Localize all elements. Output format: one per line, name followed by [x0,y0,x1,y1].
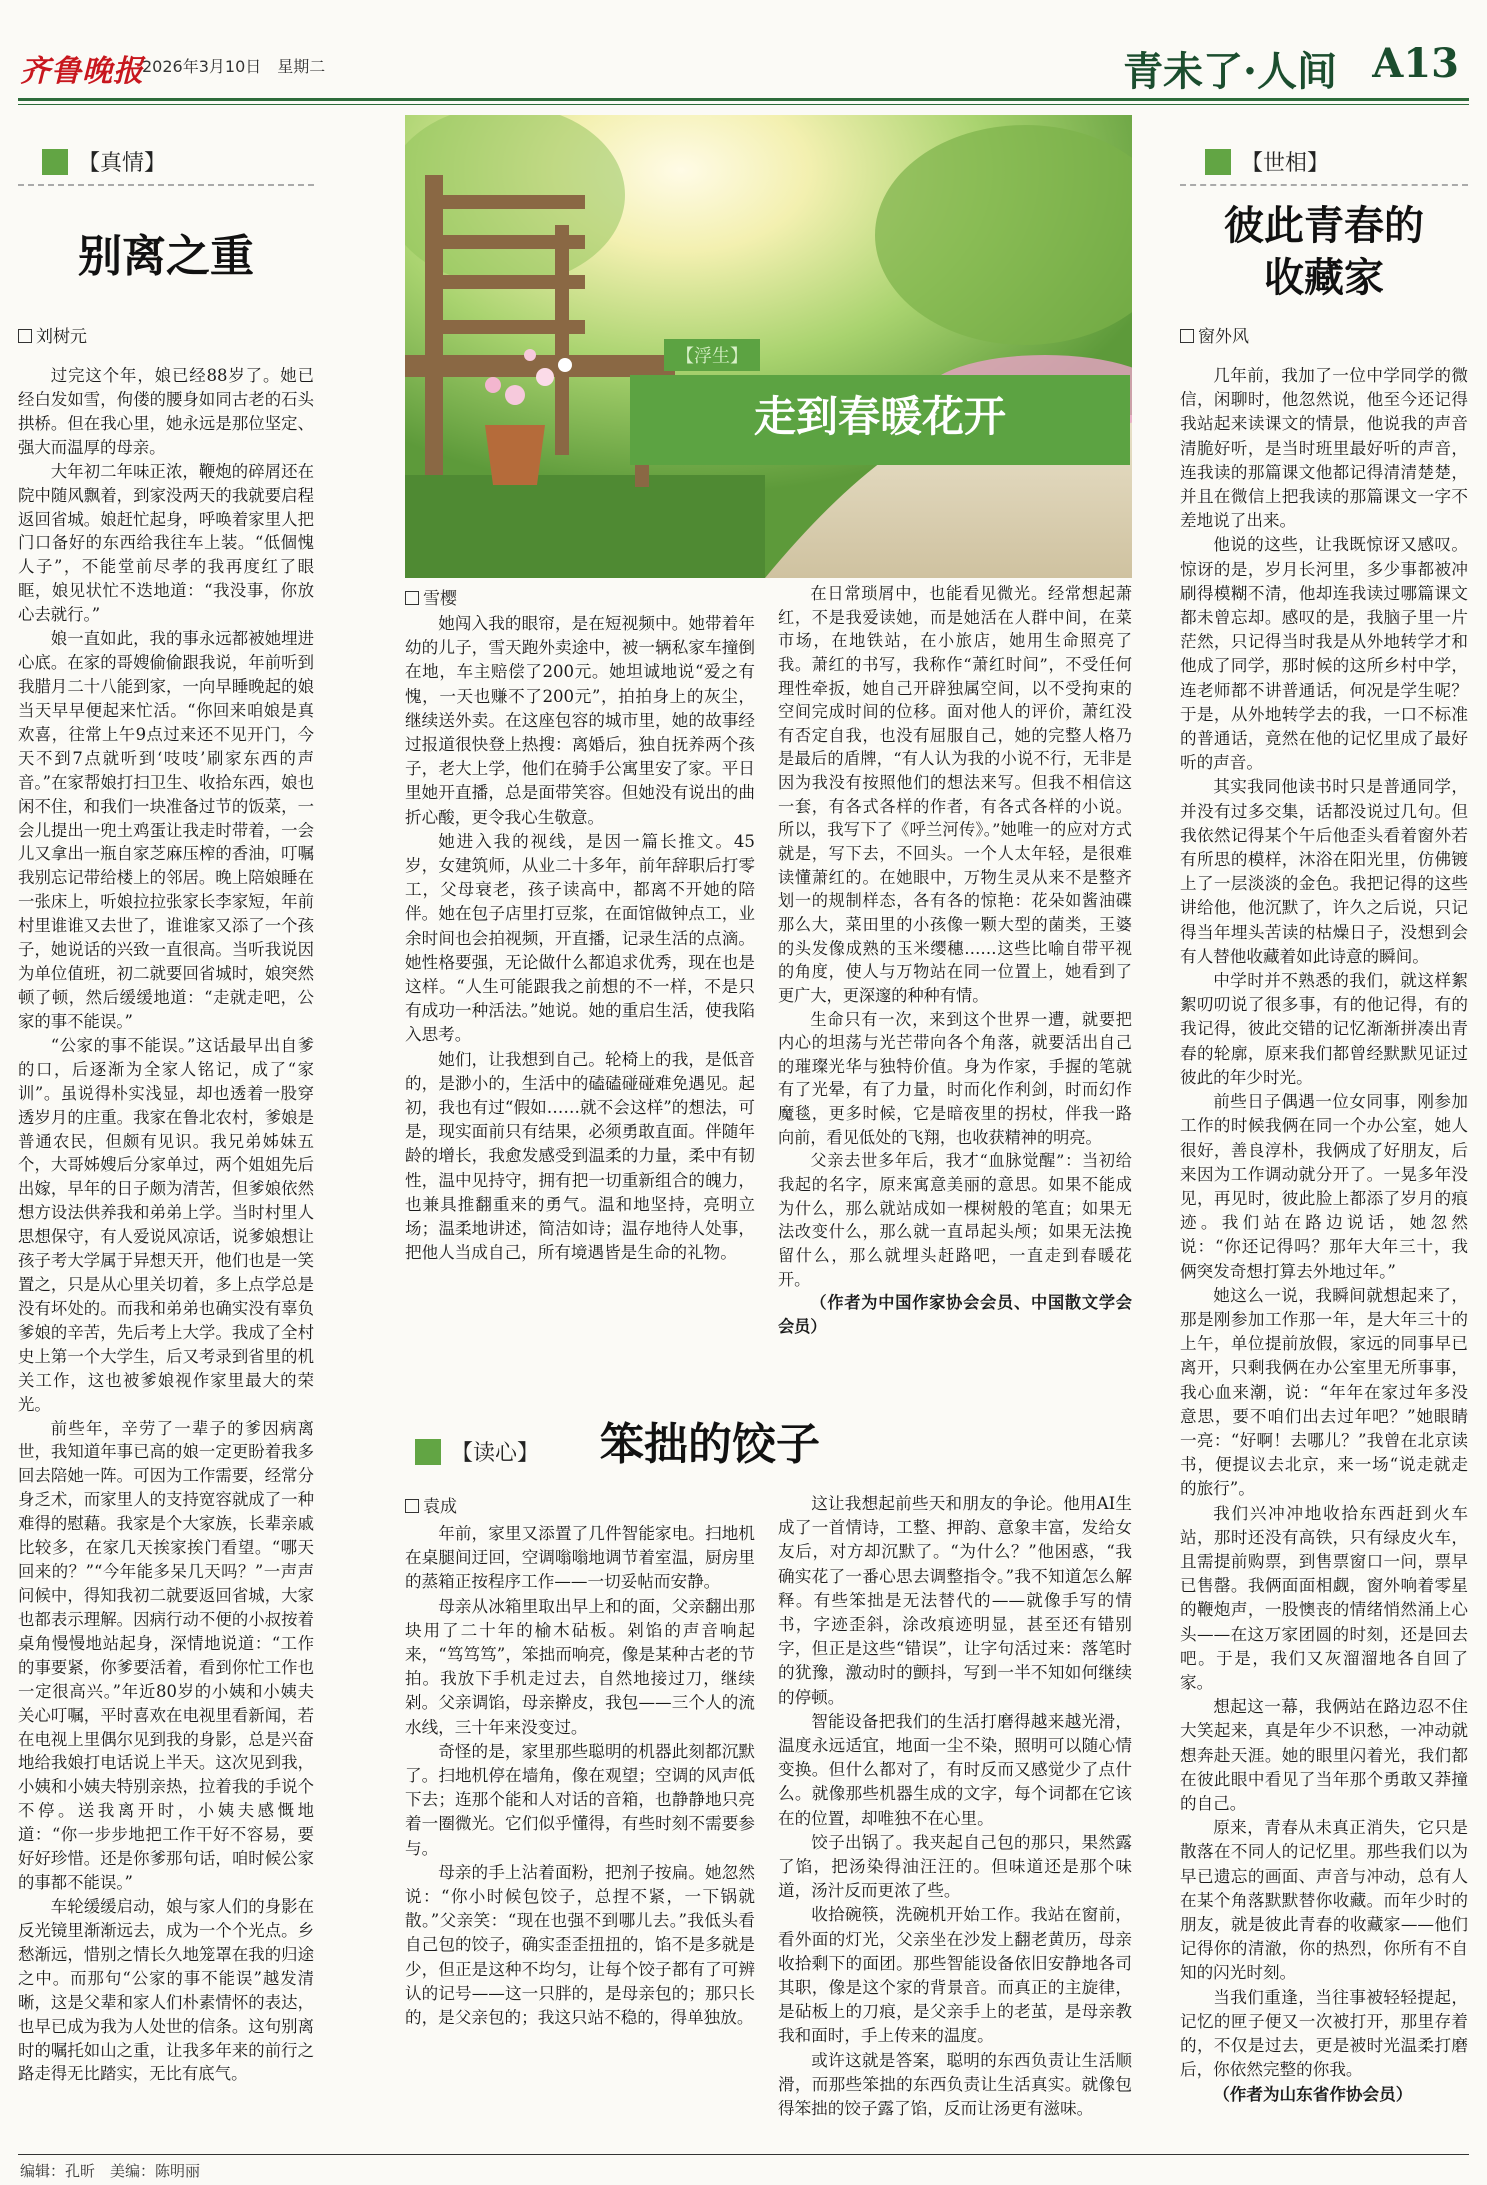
article-title-bottom: 笨拙的饺子 [600,1419,820,1470]
article-title-right [1180,200,1468,304]
article-body [18,364,314,2144]
paragraph: 或许这就是答案，聪明的东西负责让生活顺滑，而那些笨拙的东西负责让生活真实。就像包得笨拙的饺子露了馅，反而让汤更有滋味。 [778,2050,1132,2119]
author-name: 雪樱 [423,589,457,609]
paragraph: 他说的这些，让我既惊讶又感叹。惊讶的是，岁月长河里，多少事都被冲刷得模糊不清，他却连我读过哪篇课文都未曾忘却。感叹的是，我脑子里一片茫然，只记得当时我是从外地转学才和他成了同学，那时候的这所乡村中学，连老师都不讲普通话，何况是学生呢？于是，从外地转学去的我，一口不标准的普通话，竟然在他的记忆里成了最好听的声音。 [1180,535,1468,773]
paragraph: 她闯入我的眼帘，是在短视频中。她带着年幼的儿子，雪天跑外卖途中，被一辆私家车撞倒在地，车主赔偿了200元。她坦诚地说“爱之有愧，一天也赚不了200元”，拍拍身上的灰尘，继续送外卖。在这座包容的城市里，她的故事经过报道很快登上热搜：离婚后，独自抚养两个孩子，老大上学，他们在骑手公寓里安了家。平日里她开直播，总是面带笑容。但她没有说出的曲折心酸，更令我心生敬意。 [405,614,755,827]
column-marker-icon [415,1439,441,1465]
bottom-body-col1 [405,1522,755,2142]
paragraph: 在日常琐屑中，也能看见微光。经常想起萧红，不是我爱读她，而是她活在人群中间，在菜市场，在地铁站，在小旅店，她用生命照亮了我。萧红的书写，我称作“萧红时间”，不受任何理性牵扳，她自己开辟独属空间，以不受拘束的空间完成时间的位移。面对他人的评价，萧红没有否定自我，也没有屈服自己，她的完整人格乃是最后的盾牌，“有人认为我的小说不行，无非是因为我没有按照他们的想法来写。但我不相信这一套，有各式各样的作者，有各式各样的小说。所以，我写下了《呼兰河传》。”她唯一的应对方式就是，写下去，不回头。一个人太年轻，是很难读懂萧红的。在她眼中，万物生灵从来不是整齐划一的规制样态，各有各的惊艳：花朵如酱油碟那么大，菜田里的小孩像一颗大型的菌类，王婆的头发像成熟的玉米缨穗……这些比喻自带平视的角度，使人与万物站在同一位置上，她看到了更广大，更深邃的种种有情。 [778,584,1132,1005]
paragraph: 母亲的手上沾着面粉，把剂子按扁。她忽然说：“你小时候包饺子，总捏不紧，一下锅就散。”父亲笑：“现在也强不到哪儿去。”我低头看自己包的饺子，确实歪歪扭扭的，馅不是多就是少，但正是这种不均匀，让每个饺子都有了可辨认的记号——这一只胖的，是母亲包的；那只长的，是父亲包的；我这只站不稳的，得单独放。 [405,1862,755,2028]
byline-bottom [405,1492,457,1517]
author-name: 刘树元 [36,327,87,347]
column-marker-icon [42,149,68,175]
paragraph: 几年前，我加了一位中学同学的微信，闲聊时，他忽然说，他至今还记得我站起来读课文的情景，他说我的声音清脆好听，是当时班里最好听的声音，连我读的那篇课文他都记得清清楚楚，并且在微信上把我读的那篇课文一字不差地说了出来。 [1180,366,1468,531]
paragraph: 这让我想起前些天和朋友的争论。他用AI生成了一首情诗，工整、押韵、意象丰富，发给女友后，对方却沉默了。“为什么？”他困惑，“我确实花了一番心思去调整指令。”我不知道怎么解释。有些笨拙是无法替代的——就像手写的情书，字迹歪斜，涂改痕迹明显，甚至还有错别字，但正是这些“错误”，让字句活过来：落笔时的犹豫，激动时的颤抖，写到一半不知如何继续的停顿。 [778,1494,1132,1707]
paragraph: 当我们重逢，当往事被轻轻提起，记忆的匣子便又一次被打开，那里存着的，不仅是过去，更是被时光温柔打磨后，你依然完整的你我。 [1180,1987,1468,2080]
column-label-bottom [415,1436,539,1467]
hero-photo [405,115,1132,578]
feature-body-col1 [405,612,755,1340]
paragraph: 奇怪的是，家里那些聪明的机器此刻都沉默了。扫地机停在墙角，像在观望；空调的风声低下去；连那个能和人对话的音箱，也静静地只亮着一圈微光。它们似乎懂得，有些时刻不需要参与。 [405,1741,755,1858]
paragraph: 她进入我的视线，是因一篇长推文。45岁，女建筑师，从业二十多年，前年辞职后打零工，父母衰老，孩子读高中，都离不开她的陪伴。她在包子店里打豆浆，在面馆做钟点工，业余时间也会拍视频，开直播，记录生活的点滴。她性格要强，无论做什么都追求优秀，现在也是这样。“人生可能跟我之前想的不一样，不是只有成功一种活法。”她说。她的重启生活，使我陷入思考。 [405,831,755,1045]
paragraph: 年前，家里又添置了几件智能家电。扫地机在桌腿间迂回，空调嗡嗡地调节着室温，厨房里的蒸箱正按程序工作——一切妥帖而安静。 [405,1524,755,1592]
masthead-rule [18,98,1469,101]
column-label-left [42,146,166,177]
column-marker-icon [1205,149,1231,175]
byline-box-icon [405,591,419,605]
issue-date: 2026年3月10日 星期二 [142,57,326,76]
byline-right [1180,322,1249,347]
paragraph: 母亲从冰箱里取出早上和的面，父亲翻出那块用了二十年的榆木砧板。剁馅的声音响起来，“笃笃笃”，笨拙而响亮，像是某种古老的节拍。我放下手机走过去，自然地接过刀，继续剁。父亲调馅，母亲擀皮，我包——三个人的流水线，三十年来没变过。 [405,1596,755,1737]
paragraph: 想起这一幕，我俩站在路边忍不住大笑起来，真是年少不识愁，一冲动就想奔赴天涯。她的眼里闪着光，我们都在彼此眼中看见了当年那个勇敢又莽撞的自己。 [1180,1697,1468,1813]
section-name: 青未了·人间 [1123,48,1337,95]
paragraph: 原来，青春从未真正消失，它只是散落在不同人的记忆里。那些我们以为早已遗忘的画面、声音与冲动，总有人在某个角落默默替你收藏。而年少时的朋友，就是彼此青春的收藏家——他们记得你的清澈，你的热烈，你所有不自知的闪光时刻。 [1180,1818,1468,1983]
page-number: A13 [1372,40,1459,87]
title-line-1: 彼此青春的 [1224,202,1424,249]
author-credit: （作者为山东省作协会员） [1213,2084,1413,2105]
paragraph: 饺子出锅了。我夹起自己包的那只，果然露了馅，把汤染得油汪汪的。但味道还是那个味道，汤汁反而更浓了些。 [778,1832,1132,1901]
bottom-body-col2 [778,1492,1132,2142]
column-label-text: 【读心】 [451,1441,540,1466]
byline-box-icon [1180,329,1194,343]
column-label-text: 【真情】 [78,151,167,176]
paragraph: “公家的事不能误。”这话最早出自爹的口，后逐渐为全家人铭记，成了“家训”。虽说得朴实浅显，却也透着一股穿透岁月的庄重。我家在鲁北农村，爹娘是普通农民，但颇有见识。我兄弟姊妹五个，大哥姊嫂后分家单过，两个姐姐先后出嫁，早年的日子颇为清苦，但爹娘依然想方设法供养我和弟弟上学。当时村里人思想保守，有人爱说风凉话，说爹娘想让孩子考大学属于异想天开，他们也是一笑置之，只是从心里关切着，多上点学总是没有坏处的。而我和弟弟也确实没有辜负爹娘的辛苦，先后考上大学。我成了全村史上第一个大学生，后又考录到省里的机关工作，这也被爹娘视作家里最大的荣光。 [18,1035,314,1414]
paragraph: 娘一直如此，我的事永远都被她埋进心底。在家的哥嫂偷偷跟我说，年前听到我腊月二十八能到家，一向早睡晚起的娘当天早早便起来忙活。“你回来咱娘是真欢喜，往常上午9点过来还不见开门，今天不到7点就听到‘吱吱’刷家东西的声音。”在家帮娘打扫卫生、收拾东西，娘也闲不住，和我们一块准备过节的饭菜，一会儿提出一兜土鸡蛋让我走时带着，一会儿又拿出一瓶自家芝麻压榨的香油，叮嘱我别忘记带给楼上的邻居。晚上陪娘睡在一张床上，听娘拉拉张家长李家短，年前村里谁谁又去世了，谁谁家又添了一个孩子，她说话的兴致一直很高。当听我说因为单位值班，初二就要回省城时，娘突然顿了顿，然后缓缓地道：“走就走吧，公家的事不能误。” [18,629,314,1031]
garden-bench-illustration [405,115,1132,578]
column-label-text: 【世相】 [1241,151,1330,176]
feature-body-col2 [778,582,1132,1340]
paragraph: 智能设备把我们的生活打磨得越来越光滑，温度永远适宜，地面一尘不染，照明可以随心情变换。但什么都对了，有时反而又感觉少了点什么。就像那些机器生成的文字，每个词都在它该在的位置，却唯独不在心里。 [778,1711,1132,1828]
paragraph: 前些年，辛劳了一辈子的爹因病离世，我知道年事已高的娘一定更盼着我多回去陪她一阵。可因为工作需要，经常分身乏术，而家里人的支持宽容就成了一种难得的慰藉。我家是个大家族，长辈亲戚比较多，在家几天挨家挨门看望。“哪天回来的？”“今年能多呆几天吗？”一声声问候中，得知我初二就要返回省城，大家也都表示理解。因病行动不便的小叔按着桌角慢慢地站起身，深情地说道：“工作的事要紧，你爹要活着，看到你忙工作也一定很高兴。”年近80岁的小姨和小姨夫关心叮嘱，平时喜欢在电视里看新闻，若在电视上里偶尔见到我的身影，总是兴奋地给我娘打电话说上半天。这次见到我，小姨和小姨夫特别亲热，拉着我的手说个不停。送我离开时，小姨夫感慨地道：“你一步步地把工作干好不容易，要好好珍惜。还是你爹那句话，咱时候公家的事都不能误。” [18,1418,314,1893]
column-label-right [1205,146,1329,177]
dashed-divider [1180,184,1468,186]
paragraph: 前些日子偶遇一位女同事，刚参加工作的时候我俩在同一个办公室，她人很好，善良淳朴，我俩成了好朋友，后来因为工作调动就分开了。一晃多年没见，再见时，彼此脸上都添了岁月的痕迹。我们站在路边说话，她忽然说：“你还记得吗？那年大年三十，我俩突发奇想打算去外地过年。” [1180,1092,1468,1281]
author-name: 窗外风 [1198,327,1249,347]
paragraph: 收拾碗筷，洗碗机开始工作。我站在窗前，看外面的灯光，父亲坐在沙发上翻老黄历，母亲收拾剩下的面团。那些智能设备依旧安静地各司其职，像是这个家的背景音。而真正的主旋律，是砧板上的刀痕，是父亲手上的老茧，是母亲教我和面时，手上传来的温度。 [778,1905,1132,2046]
paragraph: 生命只有一次，来到这个世界一遭，就要把内心的坦荡与光芒带向各个角落，就要活出自己的璀璨光华与独特价值。身为作家，手握的笔就有了光晕，有了力量，时而化作利剑，时而幻作魔毯，更多时候，它是暗夜里的拐杖，伴我一路向前，看见低处的飞翔，也收获精神的明亮。 [778,1009,1132,1147]
author-name: 袁成 [423,1497,457,1517]
paragraph: 大年初二年味正浓，鞭炮的碎屑还在院中随风飘着，到家没两天的我就要启程返回省城。娘赶忙起身，呼唤着家里人把门口备好的东西给我往车上装。“低個愧人子”，不能堂前尽孝的我再度红了眼眶，娘见状忙不迭地道：“我没事，你放心去就行。” [18,461,314,625]
newspaper-logo: 齐鲁晚报 [20,54,144,89]
title-line-2: 收藏家 [1264,254,1384,301]
paragraph: 其实我同他读书时只是普通同学，并没有过多交集，话都没说过几句。但我依然记得某个午后他歪头看着窗外若有所思的模样，沐浴在阳光里，仿佛镀上了一层淡淡的金色。我把记得的这些讲给他，他沉默了，许久之后说，只记得当年埋头苦读的枯燥日子，没想到会有人替他收藏着如此诗意的瞬间。 [1180,777,1468,966]
article-title: 别离之重 [78,231,254,282]
masthead-rule-thin [18,104,1469,105]
paragraph: 她这么一说，我瞬间就想起来了，那是刚参加工作那一年，是大年三十的上午，单位提前放假，家远的同事早已离开，只剩我俩在办公室里无所事事，我心血来潮，说：“年年在家过年多没意思，要不咱们出去过年吧？”她眼睛一亮：“好啊！去哪儿？”我曾在北京读书，便提议去北京，来一场“说走就走的旅行”。 [1180,1285,1468,1499]
editor-credit: 编辑：孔昕 美编：陈明丽 [20,2162,201,2180]
paragraph: 车轮缓缓启动，娘与家人们的身影在反光镜里渐渐远去，成为一个个光点。乡愁渐远，惜别之情长久地笼罩在我的归途之中。而那句“公家的事不能误”越发清晰，这是父辈和家人们朴素情怀的表达，也早已成为我为人处世的信条。这句别离时的嘱托如山之重，让我多年来的前行之路走得无比踏实，无比有底气。 [18,1897,314,2084]
byline-box-icon [18,329,32,343]
paragraph: 父亲去世多年后，我才“血脉觉醒”：当初给我起的名字，原来寓意美丽的意思。如果不能成为什么，那么就站成如一棵树般的笔直；如果无法改变什么，那么就一直昂起头颅；如果无法挽留什么，那么就埋头赶路吧，一直走到春暖花开。 [778,1151,1132,1289]
footer-rule [18,2154,1469,2155]
byline-box-icon [405,1499,419,1513]
byline [18,322,87,347]
article-body-right [1180,364,1468,2144]
paragraph: 我们兴冲冲地收拾东西赶到火车站，那时还没有高铁，只有绿皮火车，且需提前购票，到售票窗口一问，票早已售罄。我俩面面相觑，窗外响着零星的鞭炮声，一股懊丧的情绪悄然涌上心头——在这万家团圆的时刻，还是回去吧。于是，我们又灰溜溜地各自回了家。 [1180,1503,1468,1692]
column-label-feature: 【浮生】 [664,339,760,371]
feature-title: 走到春暖花开 [753,392,1006,441]
author-credit: （作者为中国作家协会会员、中国散文学会会员） [778,1293,1132,1336]
paragraph: 中学时并不熟悉的我们，就这样絮絮叨叨说了很多事，有的他记得，有的我记得，彼此交错的记忆渐渐拼凑出青春的轮廓，原来我们都曾经默默见证过彼此的年少时光。 [1180,971,1468,1087]
paragraph: 过完这个年，娘已经88岁了。她已经白发如雪，佝偻的腰身如同古老的石头拱桥。但在我心里，她永远是那位坚定、强大而温厚的母亲。 [18,366,314,457]
byline-feature [405,584,457,609]
paragraph: 她们，让我想到自己。轮椅上的我，是低音的，是渺小的，生活中的磕磕碰碰难免遇见。起初，我也有过“假如……就不会这样”的想法，可是，现实面前只有结果，必须勇敢直面。伴随年龄的增长，我愈发感受到温柔的力量，柔中有韧性，温中见持守，拥有把一切重新组合的魄力，也兼具推翻重来的勇气。温和地坚持，亮明立场；温柔地讲述，简洁如诗；温存地待人处事，把他人当成自己，所有境遇皆是生命的礼物。 [405,1049,755,1263]
dashed-divider [18,184,314,186]
